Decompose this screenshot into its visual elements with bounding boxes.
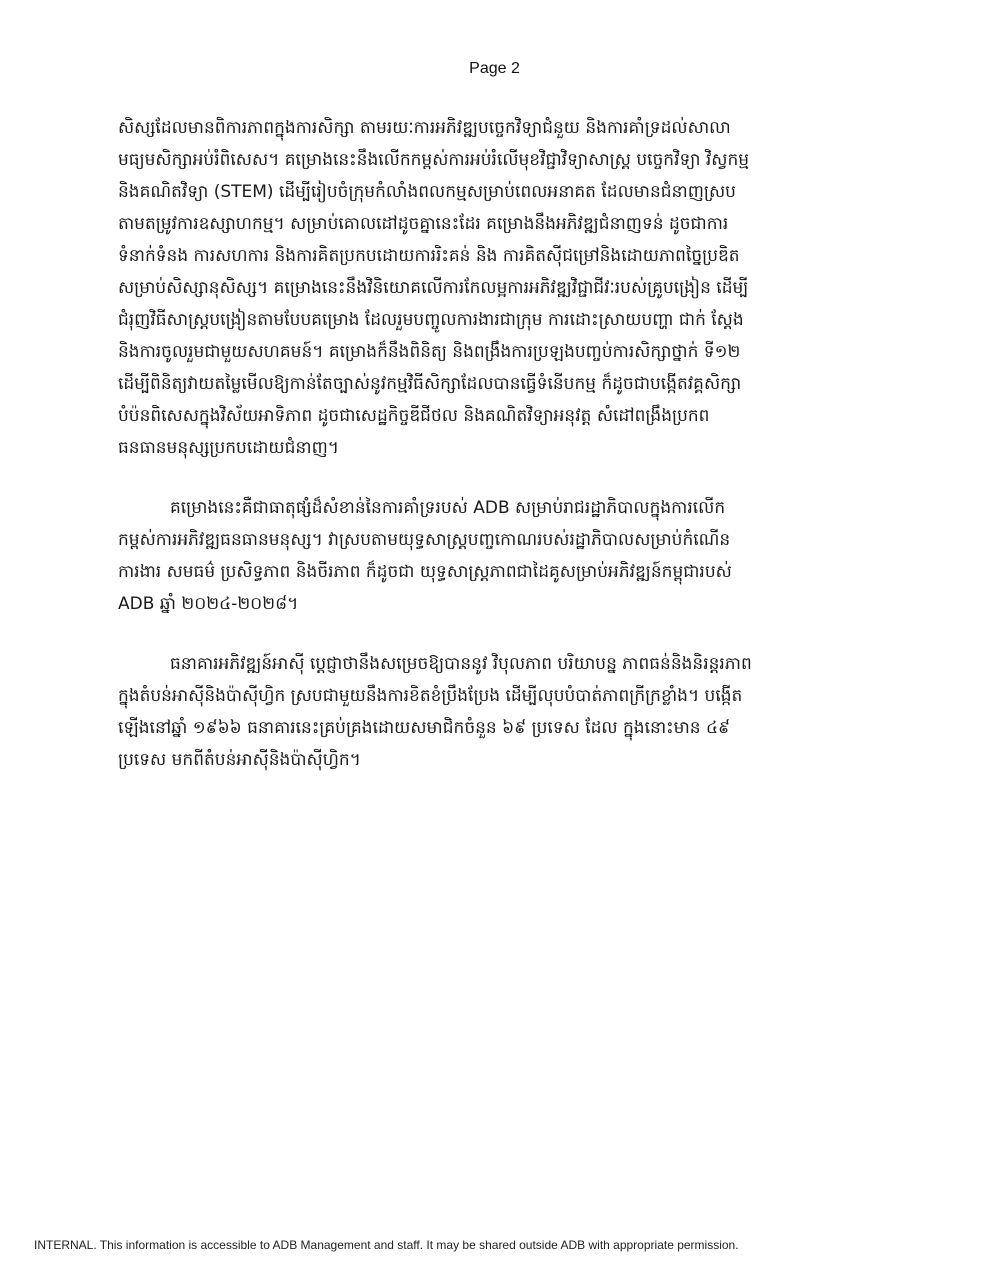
text-line: ដើម្បីពិនិត្យវាយតម្លៃមើលឱ្យកាន់តែច្បាស់នូវកម្មវិធីសិក្សាដែលបានធ្វើទំនើបកម្ម ក៏ដូចជាបង្កើតវគ្គសិក្សា — [118, 374, 742, 394]
text-line: ក្នុងតំបន់អាស៊ីនិងប៉ាស៊ីហ្វិក ស្របជាមួយនឹងការខិតខំប្រឹងប្រែង ដើម្បីលុបបំបាត់ភាពក្រីក្រខ្លាំង។ បង្កើត — [118, 686, 743, 706]
text-line: បំប៉នពិសេសក្នុងវិស័យអាទិភាព ដូចជាសេដ្ឋកិច្ចឌីជីថល និងគណិតវិទ្យាអនុវត្ត សំដៅពង្រឹងប្រកព — [118, 406, 710, 426]
text-line: និងការចូលរួមជាមួយសហគមន៍។ គម្រោងក៏នឹងពិនិត្យ និងពង្រឹងការប្រឡងបញ្ចប់ការសិក្សាថ្នាក់ ទី១២ — [118, 342, 741, 362]
text-line: ជំរុញវិធីសាស្ត្របង្រៀនតាមបែបគម្រោង ដែលរួមបញ្ចូលការងារជាក្រុម ការដោះស្រាយបញ្ហា ជាក់ ស្តែង — [118, 310, 744, 330]
classification-footer: INTERNAL. This information is accessible to ADB Management and staff. It may be shared outside ADB with appropriate permission. — [34, 1238, 739, 1252]
text-line: ធនធានមនុស្សប្រកបដោយជំនាញ។ — [118, 438, 339, 458]
text-line: និងគណិតវិទ្យា (STEM) ដើម្បីរៀបចំក្រុមកំលាំងពលកម្មសម្រាប់ពេលអនាគត ដែលមានជំនាញស្រប — [118, 182, 736, 202]
text-line: គម្រោងនេះគឺជាធាតុផ្សំដ៏សំខាន់នៃការគាំទ្ររបស់ ADB សម្រាប់រាជរដ្ឋាភិបាលក្នុងការលើក — [170, 498, 726, 518]
text-line: មធ្យមសិក្សាអប់រំពិសេស។ គម្រោងនេះនឹងលើកកម្ពស់ការអប់រំលើមុខវិជ្ជាវិទ្យាសាស្ត្រ បច្ចេកវិទ្យា វិស្វកម្ម — [118, 150, 750, 170]
page-number-header: Page 2 — [469, 60, 520, 77]
paragraph-2 — [118, 492, 874, 620]
text-line: សិស្សដែលមានពិការភាពក្នុងការសិក្សា តាមរយៈការអភិវឌ្ឍបច្ចេកវិទ្យាជំនួយ និងការគាំទ្រដល់សាលា — [118, 118, 731, 138]
text-line: ADB ឆ្នាំ ២០២៤-២០២៨។ — [118, 594, 299, 614]
text-line: ធនាគារអភិវឌ្ឍន៍អាស៊ី ប្តេជ្ញាថានឹងសម្រេចឱ្យបាននូវ វិបុលភាព បរិយាបន្ន ភាពធន់និងនិរន្តរភាព — [170, 654, 752, 674]
text-line: ទំនាក់ទំនង ការសហការ និងការគិតប្រកបដោយការរិះគន់ និង ការគិតស៊ីជម្រៅនិងដោយភាពច្នៃប្រឌិត — [118, 246, 740, 266]
text-line: កម្ពស់ការអភិវឌ្ឍធនធានមនុស្ស។ វាស្របតាមយុទ្ធសាស្ត្របញ្ចកោណរបស់រដ្ឋាភិបាលសម្រាប់កំណើន — [118, 530, 731, 550]
text-line: ការងារ សមធម៌ ប្រសិទ្ធភាព និងចីរភាព ក៏ដូចជា យុទ្ធសាស្ត្រភាពជាដៃគូសម្រាប់អភិវឌ្ឍន៍កម្ពុជារបស់ — [118, 562, 732, 582]
document-body — [118, 112, 874, 804]
text-line: តាមតម្រូវការឧស្សាហកម្ម។ សម្រាប់គោលដៅដូចគ្នានេះដែរ គម្រោងនឹងអភិវឌ្ឍជំនាញទន់ ដូចជាការ — [118, 214, 729, 234]
text-line: ប្រទេស មកពីតំបន់អាស៊ីនិងប៉ាស៊ីហ្វិក។ — [118, 750, 361, 770]
paragraph-3 — [118, 648, 874, 776]
text-line: ឡើងនៅឆ្នាំ ១៩៦៦ ធនាគារនេះគ្រប់គ្រងដោយសមាជិកចំនួន ៦៩ ប្រទេស ដែល ក្នុងនោះមាន ៤៩ — [118, 718, 731, 738]
text-line: សម្រាប់សិស្សានុសិស្ស។ គម្រោងនេះនឹងវិនិយោគលើការកែលម្អការអភិវឌ្ឍវិជ្ជាជីវៈរបស់គ្រូបង្រៀន ដើម្បី — [118, 278, 749, 298]
paragraph-1 — [118, 112, 874, 464]
